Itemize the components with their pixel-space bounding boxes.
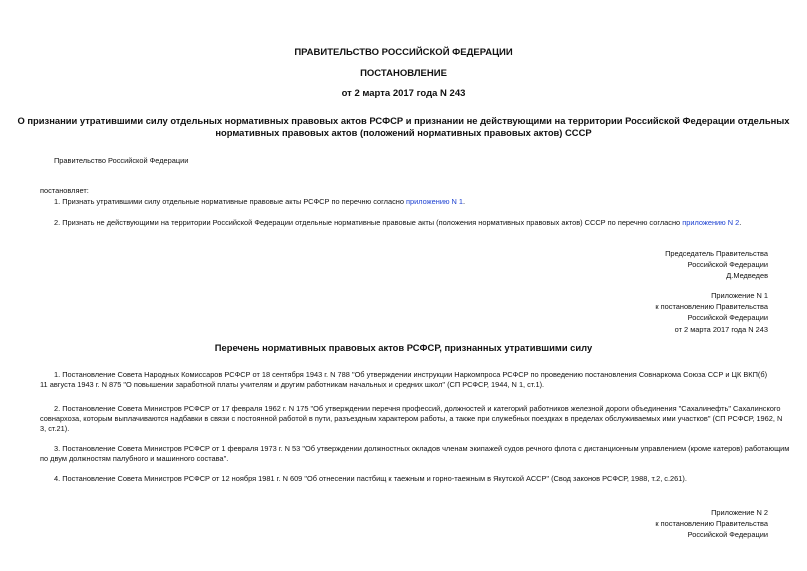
appendix-1-org: Российской Федерации xyxy=(687,313,768,323)
appendix-2-header xyxy=(655,507,768,541)
appendix-1-entry xyxy=(54,404,781,414)
appendix-1-date: от 2 марта 2017 года N 243 xyxy=(674,324,768,334)
appendix-1-entry xyxy=(40,454,228,464)
preamble: Правительство Российской Федерации xyxy=(54,156,189,165)
org-heading: ПРАВИТЕЛЬСТВО РОССИЙСКОЙ ФЕДЕРАЦИИ xyxy=(294,47,513,58)
entry-line: 4. Постановление Совета Министров РСФСР от 12 ноября 1981 г. N 609 "Об отнесении пастбищ к таежным и горно-таежным в Якутской АССР" (Свод законов РСФСР, 1988, т.2, с.261). xyxy=(54,474,687,483)
entry-line: совнархоза, которым выплачиваются надбавки в связи с постоянной работой в пути, разъездным характером работы, а также при служебных поездках в пределах обслуживаемых ими участков" (СП РСФСР, 1962, N xyxy=(40,414,783,423)
appendix-2-link[interactable]: приложению N 2 xyxy=(682,218,740,227)
entry-line: 2. Постановление Совета Министров РСФСР от 17 февраля 1962 г. N 175 "Об утверждении перечня профессий, должностей и категорий работников железной дороги объединения "Сахалинефть" Сахалинского xyxy=(54,404,781,413)
signature-name: Д.Медведев xyxy=(726,271,768,281)
document-title-line: О признании утратившими силу отдельных нормативных правовых актов РСФСР и признании не действующими на территории Российской Федерации отдельных xyxy=(17,115,790,126)
entry-line: 3. Постановление Совета Министров РСФСР от 1 февраля 1973 г. N 53 "Об утверждении должностных окладов членам экипажей судов речного флота с дистанционным управлением (кроме катеров) работающим xyxy=(54,444,790,453)
decree-item-end: . xyxy=(463,197,466,206)
entry-line: 3, ст.21). xyxy=(40,424,70,434)
appendix-1-entry xyxy=(54,474,687,484)
document-title xyxy=(0,115,807,139)
appendix-1-header xyxy=(655,290,768,335)
appendix-1-entry xyxy=(54,444,789,454)
signature-position: Председатель Правительства xyxy=(665,249,768,258)
entry-line: по двум должностям палубного и машинного состава". xyxy=(40,454,229,463)
appendix-1-entry xyxy=(54,370,767,380)
decree-word: постановляет: xyxy=(40,186,89,195)
entry-line: 1. Постановление Совета Народных Комиссаров РСФСР от 18 сентября 1943 г. N 788 "Об утверждении инструкции Наркомпроса РСФСР по проведению постановления Совнаркома Союза ССР и ЦК ВКП(б) xyxy=(54,370,768,379)
decree-item-text: 1. Признать утратившими силу отдельные нормативные правовые акты РСФСР по перечню согласно xyxy=(54,197,407,206)
entry-line: 11 августа 1943 г. N 875 "О повышении заработной платы учителям и другим работникам начальных и средних школ" (СП РСФСР, 1944, N 1, ст.1). xyxy=(40,380,545,389)
date-number: от 2 марта 2017 года N 243 xyxy=(341,88,466,99)
appendix-1-link[interactable]: приложению N 1 xyxy=(406,197,464,206)
document-title-line: нормативных правовых актов (положений нормативных правовых актов) СССР xyxy=(215,127,592,138)
appendix-1-title: Перечень нормативных правовых актов РСФСР, признанных утратившими силу xyxy=(214,342,593,353)
appendix-2-label: Приложение N 2 xyxy=(711,508,768,517)
decree-item-end: . xyxy=(739,218,742,227)
signature-block xyxy=(665,248,768,282)
appendix-1-entry xyxy=(40,380,544,390)
appendix-2-org: Российской Федерации xyxy=(687,530,768,540)
appendix-2-ref: к постановлению Правительства xyxy=(655,519,768,529)
decree-item-text: 2. Признать не действующими на территории Российской Федерации отдельные нормативные правовые акты (положения нормативных правовых актов) СССР по перечню согласно xyxy=(54,218,683,227)
appendix-1-ref: к постановлению Правительства xyxy=(655,302,768,312)
appendix-1-label: Приложение N 1 xyxy=(711,291,768,300)
signature-org: Российской Федерации xyxy=(687,260,768,270)
decree-item xyxy=(54,218,741,228)
decree-item xyxy=(54,197,465,207)
appendix-1-entry xyxy=(40,414,782,435)
doc-type-heading: ПОСТАНОВЛЕНИЕ xyxy=(360,68,447,79)
